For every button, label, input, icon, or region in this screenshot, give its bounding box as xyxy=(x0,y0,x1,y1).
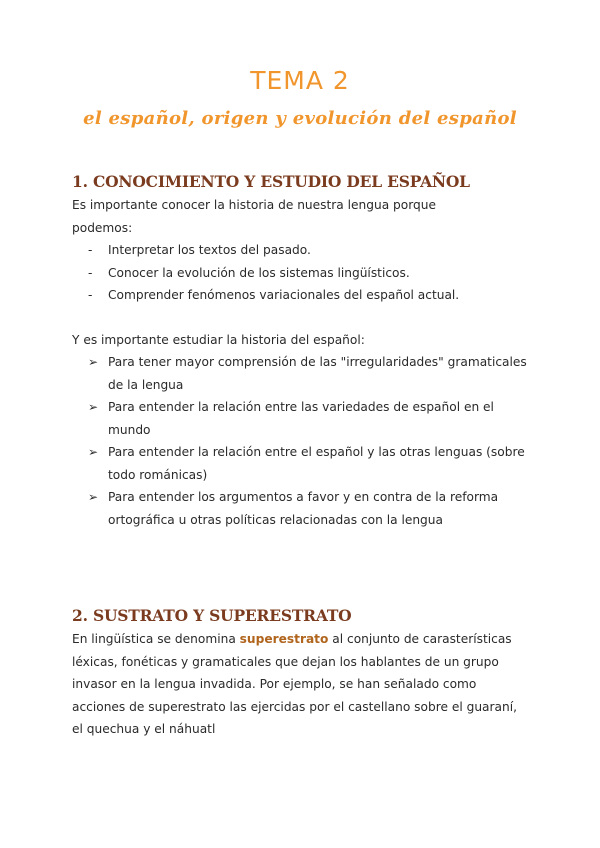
list-item-text: Para tener mayor comprensión de las "irregularidades" gramaticales de la lengua xyxy=(108,355,527,392)
section-2-heading: 2. SUSTRATO Y SUPERESTRATO xyxy=(72,606,352,625)
section-1-intro: Es importante conocer la historia de nuestra lengua porque podemos: xyxy=(72,198,436,235)
list-item xyxy=(88,239,459,262)
page-subtitle: el español, origen y evolución del español xyxy=(83,108,517,129)
list-item-text: Conocer la evolución de los sistemas lingüísticos. xyxy=(108,265,410,280)
list-item xyxy=(88,351,528,396)
list-item-text: Comprender fenómenos variacionales del español actual. xyxy=(108,288,460,302)
paragraph-text: En lingüística se denomina xyxy=(72,632,240,646)
list-item-text: Para entender la relación entre el español y las otras lenguas (sobre todo románicas) xyxy=(108,445,525,482)
page-title: TEMA 2 xyxy=(250,66,350,95)
list-item-text: Para entender los argumentos a favor y en contra de la reforma ortográfica u otras políticas relacionadas con la lengua xyxy=(108,490,499,527)
arrow-bullet-icon: ➢ xyxy=(88,445,99,459)
section-2-paragraph xyxy=(72,628,517,741)
arrow-bullet-icon: ➢ xyxy=(88,355,99,369)
list-item xyxy=(88,396,528,441)
arrow-bullet-icon: ➢ xyxy=(88,490,99,504)
section-1-intro-2: Y es importante estudiar la historia del español: xyxy=(72,333,365,347)
arrow-bullet-icon: ➢ xyxy=(88,400,99,414)
arrow-list xyxy=(88,351,528,531)
dash-marker: - xyxy=(88,265,93,280)
dash-marker: - xyxy=(88,243,93,257)
list-item xyxy=(88,262,459,285)
paragraph-text: al conjunto de carasterísticas léxicas, fonéticas y gramaticales que dejan los hablantes de un grupo invasor en la lengua invadida. Por ejemplo, se han señalado como acciones de superestrato las ejercidas por el castellano sobre el guaraní, el quechua y el náhuatl xyxy=(72,632,517,736)
dash-list xyxy=(88,239,459,307)
section-1-heading: 1. CONOCIMIENTO Y ESTUDIO DEL ESPAÑOL xyxy=(72,172,470,191)
highlighted-term: superestrato xyxy=(239,632,329,646)
list-item xyxy=(88,284,459,307)
list-item-text: Para entender la relación entre las variedades de español en el mundo xyxy=(108,400,494,437)
list-item-text: Interpretar los textos del pasado. xyxy=(108,243,311,257)
dash-marker: - xyxy=(88,288,93,302)
list-item xyxy=(88,486,528,531)
list-item xyxy=(88,441,528,486)
